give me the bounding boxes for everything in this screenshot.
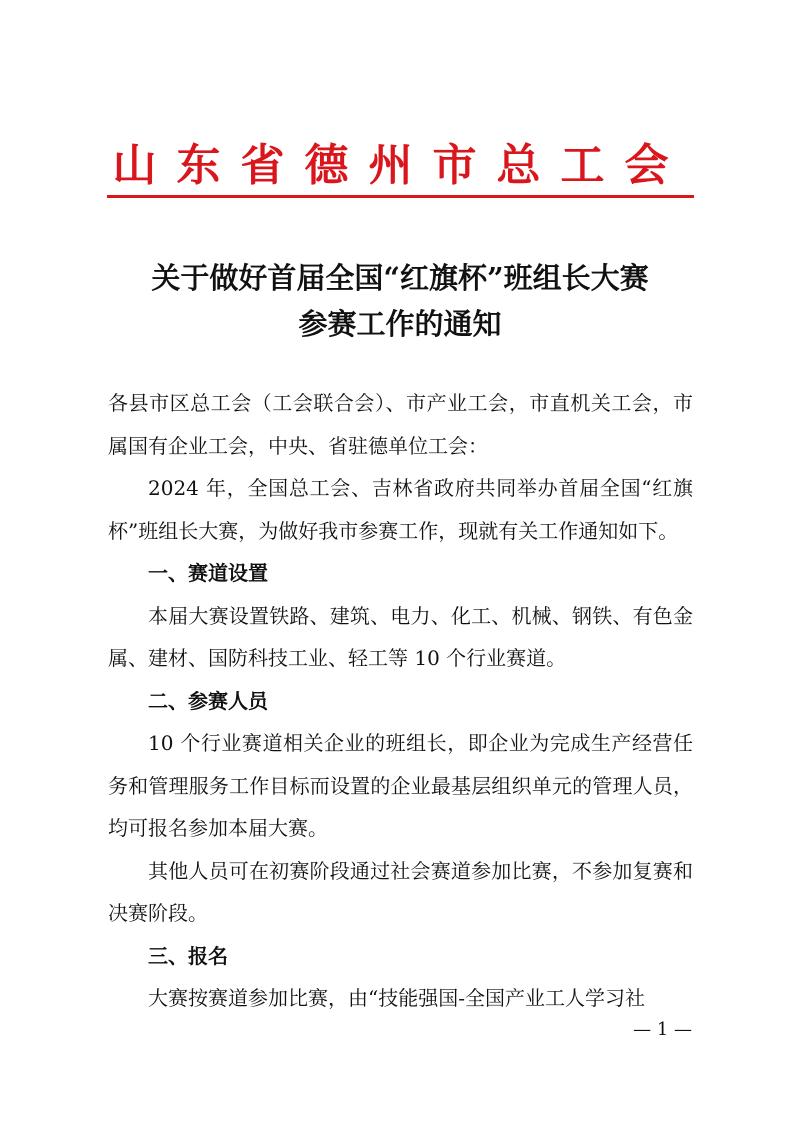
section-heading-registration: 三、报名 (148, 943, 228, 968)
section-heading-participants: 二、参赛人员 (148, 688, 268, 713)
document-body (108, 382, 693, 1020)
document-title-line-1: 关于做好首届全国“红旗杯”班组长大赛 (151, 261, 649, 295)
issuing-organization-header: 山东省德州市总工会 (112, 140, 689, 191)
section-paragraph: 大赛按赛道参加比赛，由“技能强国-全国产业工人学习社 (148, 986, 645, 1010)
section-paragraph: 10 个行业赛道相关企业的班组长，即企业为完成生产经营任务和管理服务工作目标而设置的企业最基层组织单元的管理人员，均可报名参加本届大赛。 (108, 731, 693, 840)
intro-paragraph: 2024 年，全国总工会、吉林省政府共同举办首届全国“红旗杯”班组长大赛，为做好我市参赛工作，现就有关工作通知如下。 (108, 476, 693, 543)
page-number: — 1 — (633, 1019, 692, 1040)
section-paragraph: 其他人员可在初赛阶段通过社会赛道参加比赛，不参加复赛和决赛阶段。 (108, 858, 693, 925)
section-paragraph: 本届大赛设置铁路、建筑、电力、化工、机械、钢铁、有色金属、建材、国防科技工业、轻工等 10 个行业赛道。 (108, 603, 693, 670)
section-heading-track-settings: 一、赛道设置 (148, 561, 268, 585)
document-title-line-2: 参赛工作的通知 (298, 307, 502, 341)
header-red-rule (107, 195, 694, 198)
salutation: 各县市区总工会（工会联合会）、市产业工会，市直机关工会，市属国有企业工会，中央、省驻德单位工会： (108, 391, 693, 458)
